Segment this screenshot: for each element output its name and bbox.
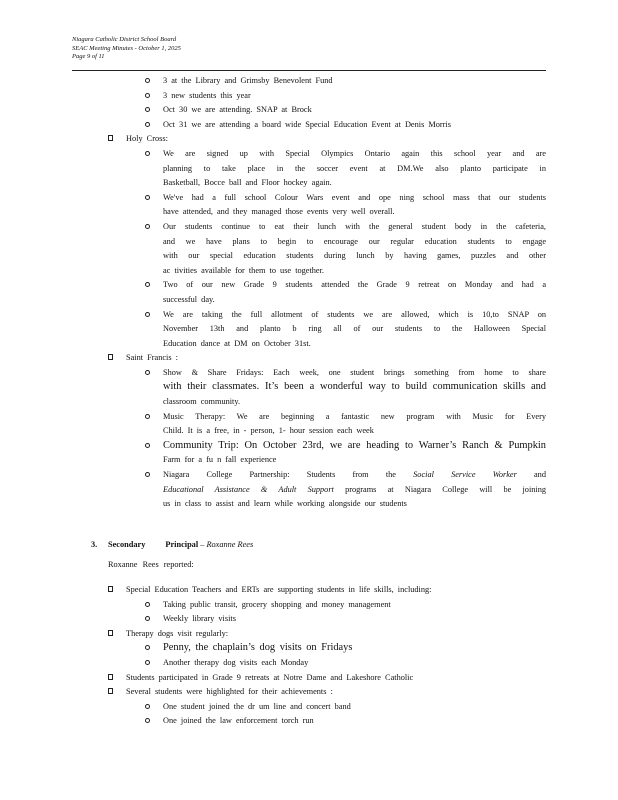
item-text-line: classroom community. (163, 397, 241, 407)
header-page-number: Page 9 of 11 (72, 53, 105, 60)
circle-bullet-icon (145, 612, 150, 627)
item-text-line: Taking public transit, grocery shopping and money management (163, 599, 391, 609)
item-text-line: have attended, and they managed those events very well overall. (163, 207, 395, 217)
secondary-report-list (0, 583, 618, 729)
circle-bullet-icon (145, 700, 150, 715)
sub-list-item (0, 74, 618, 89)
circle-bullet-icon (145, 89, 150, 104)
section-number: 3. (91, 539, 98, 549)
item-text-line: Farm for a fu n fall experience (163, 455, 277, 465)
circle-bullet-icon (145, 278, 150, 293)
item-text-line: One student joined the dr um line and concert band (163, 701, 351, 711)
header-divider (72, 70, 546, 71)
circle-bullet-icon (145, 714, 150, 729)
sub-list-item (0, 598, 618, 613)
circle-bullet-icon (145, 656, 150, 671)
item-text-line: November 13th and planto b ring all of our students to the Halloween Special (163, 324, 546, 334)
section-heading (0, 538, 618, 553)
sub-list-item (0, 656, 618, 671)
circle-bullet-icon (145, 366, 150, 381)
square-bullet-icon (108, 685, 113, 700)
circle-bullet-icon (145, 410, 150, 425)
list-item (0, 671, 618, 686)
sub-list-item (0, 278, 618, 307)
sub-list-item (0, 612, 618, 627)
item-text-line: Several students were highlighted for their achievements : (126, 687, 333, 697)
sub-list-item (0, 366, 618, 410)
list-item (0, 583, 618, 598)
circle-bullet-icon (145, 191, 150, 206)
item-text-line: Special Education Teachers and ERTs are supporting students in life skills, including: (126, 585, 432, 594)
section-title: Secondary Principal (108, 539, 199, 549)
page-header (72, 36, 181, 62)
item-text-line: Show & Share Fridays: Each week, one student brings something from home to share (163, 367, 546, 377)
sub-list-item (0, 714, 618, 729)
sub-list-item (0, 103, 618, 118)
sub-list-item (0, 700, 618, 715)
school-reports-list (0, 74, 618, 512)
item-text-line: Therapy dogs visit regularly: (126, 628, 229, 638)
item-text-line: us in class to assist and learn while working alongside our students (163, 499, 407, 509)
item-text-line: Educational Assistance & Adult Support programs at Niagara College will be joining (163, 484, 546, 494)
item-text-line: with their classmates. It’s been a wonderful way to build communication skills and (163, 381, 546, 393)
circle-bullet-icon (145, 103, 150, 118)
header-board-name: Niagara Catholic District School Board (72, 36, 177, 43)
square-bullet-icon (108, 583, 113, 598)
sub-list-item (0, 308, 618, 352)
circle-bullet-icon (145, 468, 150, 483)
list-item (0, 685, 618, 700)
circle-bullet-icon (145, 439, 150, 454)
item-text-line: Music Therapy: We are beginning a fantastic new program with Music for Every (163, 411, 546, 421)
item-text-line: and we have plans to begin to encourage our regular education students to engage (163, 236, 546, 246)
square-bullet-icon (108, 132, 113, 147)
item-text-line: planning to take place in the soccer event at DM.We also planto participate in (163, 163, 546, 173)
list-item (0, 132, 618, 147)
sub-list-item (0, 410, 618, 439)
section-dash: – (198, 539, 205, 549)
circle-bullet-icon (145, 641, 150, 656)
item-text-line: We've had a full school Colour Wars event and ope ning school mass that our students (163, 192, 546, 202)
sub-list-item (0, 147, 618, 191)
item-text-line: Holy Cross: (126, 134, 168, 144)
circle-bullet-icon (145, 220, 150, 235)
item-text-line: 3 at the Library and Grimsby Benevolent Fund (163, 76, 333, 85)
list-item (0, 351, 618, 366)
circle-bullet-icon (145, 598, 150, 613)
item-text-line: Another therapy dog visits each Monday (163, 657, 309, 667)
item-text-line: Oct 31 we are attending a board wide Special Education Event at Denis Morris (163, 119, 451, 129)
sub-list-item (0, 641, 618, 656)
item-text-line: 3 new students this year (163, 90, 251, 100)
square-bullet-icon (108, 627, 113, 642)
item-text-line: Community Trip: On October 23rd, we are heading to Warner’s Ranch & Pumpkin (163, 439, 546, 451)
section-presenter: Roxanne Rees (206, 539, 254, 549)
item-text-line: successful day. (163, 294, 215, 304)
circle-bullet-icon (145, 118, 150, 133)
item-text-line: Students participated in Grade 9 retreats at Notre Dame and Lakeshore Catholic (126, 672, 414, 682)
item-text-line: Two of our new Grade 9 students attended the Grade 9 retreat on Monday and had a (163, 280, 546, 290)
sub-list-item (0, 118, 618, 133)
circle-bullet-icon (145, 74, 150, 89)
item-text-line: Oct 30 we are attending. SNAP at Brock (163, 105, 312, 115)
item-text-line: One joined the law enforcement torch run (163, 716, 314, 726)
circle-bullet-icon (145, 308, 150, 323)
item-text-line: ac tivities available for them to use together. (163, 265, 324, 275)
sub-list-item (0, 220, 618, 278)
minutes-body (0, 74, 618, 729)
sub-list-item (0, 191, 618, 220)
list-item (0, 627, 618, 642)
item-text-line: Child. It is a free, in - person, 1- hour session each week (163, 426, 374, 436)
item-text-line: Education dance at DM on October 31st. (163, 338, 311, 348)
item-text-line: Our students continue to eat their lunch with the general student body in the cafeteria, (163, 221, 546, 231)
item-text-line: Penny, the chaplain’s dog visits on Fridays (163, 642, 353, 654)
item-text-line: We are signed up with Special Olympics Ontario again this school year and are (163, 148, 546, 158)
square-bullet-icon (108, 671, 113, 686)
circle-bullet-icon (145, 147, 150, 162)
item-text-line: We are taking the full allotment of students we are allowed, which is 10,to SNAP on (163, 309, 546, 319)
item-text-line: Weekly library visits (163, 614, 236, 624)
item-text-line: Basketball, Bocce ball and Floor hockey again. (163, 178, 332, 188)
header-meeting-title: SEAC Meeting Minutes - October 1, 2025 (72, 44, 181, 52)
item-text-line: with our special education students during lunch by having games, puzzles and other (163, 251, 546, 261)
item-text-line: Niagara College Partnership: Students from the Social Service Worker and (163, 470, 546, 480)
sub-list-item (0, 468, 618, 512)
square-bullet-icon (108, 351, 113, 366)
sub-list-item (0, 439, 618, 468)
reported-line: Roxanne Rees reported: (108, 560, 194, 570)
item-text-line: Saint Francis : (126, 353, 178, 363)
sub-list-item (0, 89, 618, 104)
